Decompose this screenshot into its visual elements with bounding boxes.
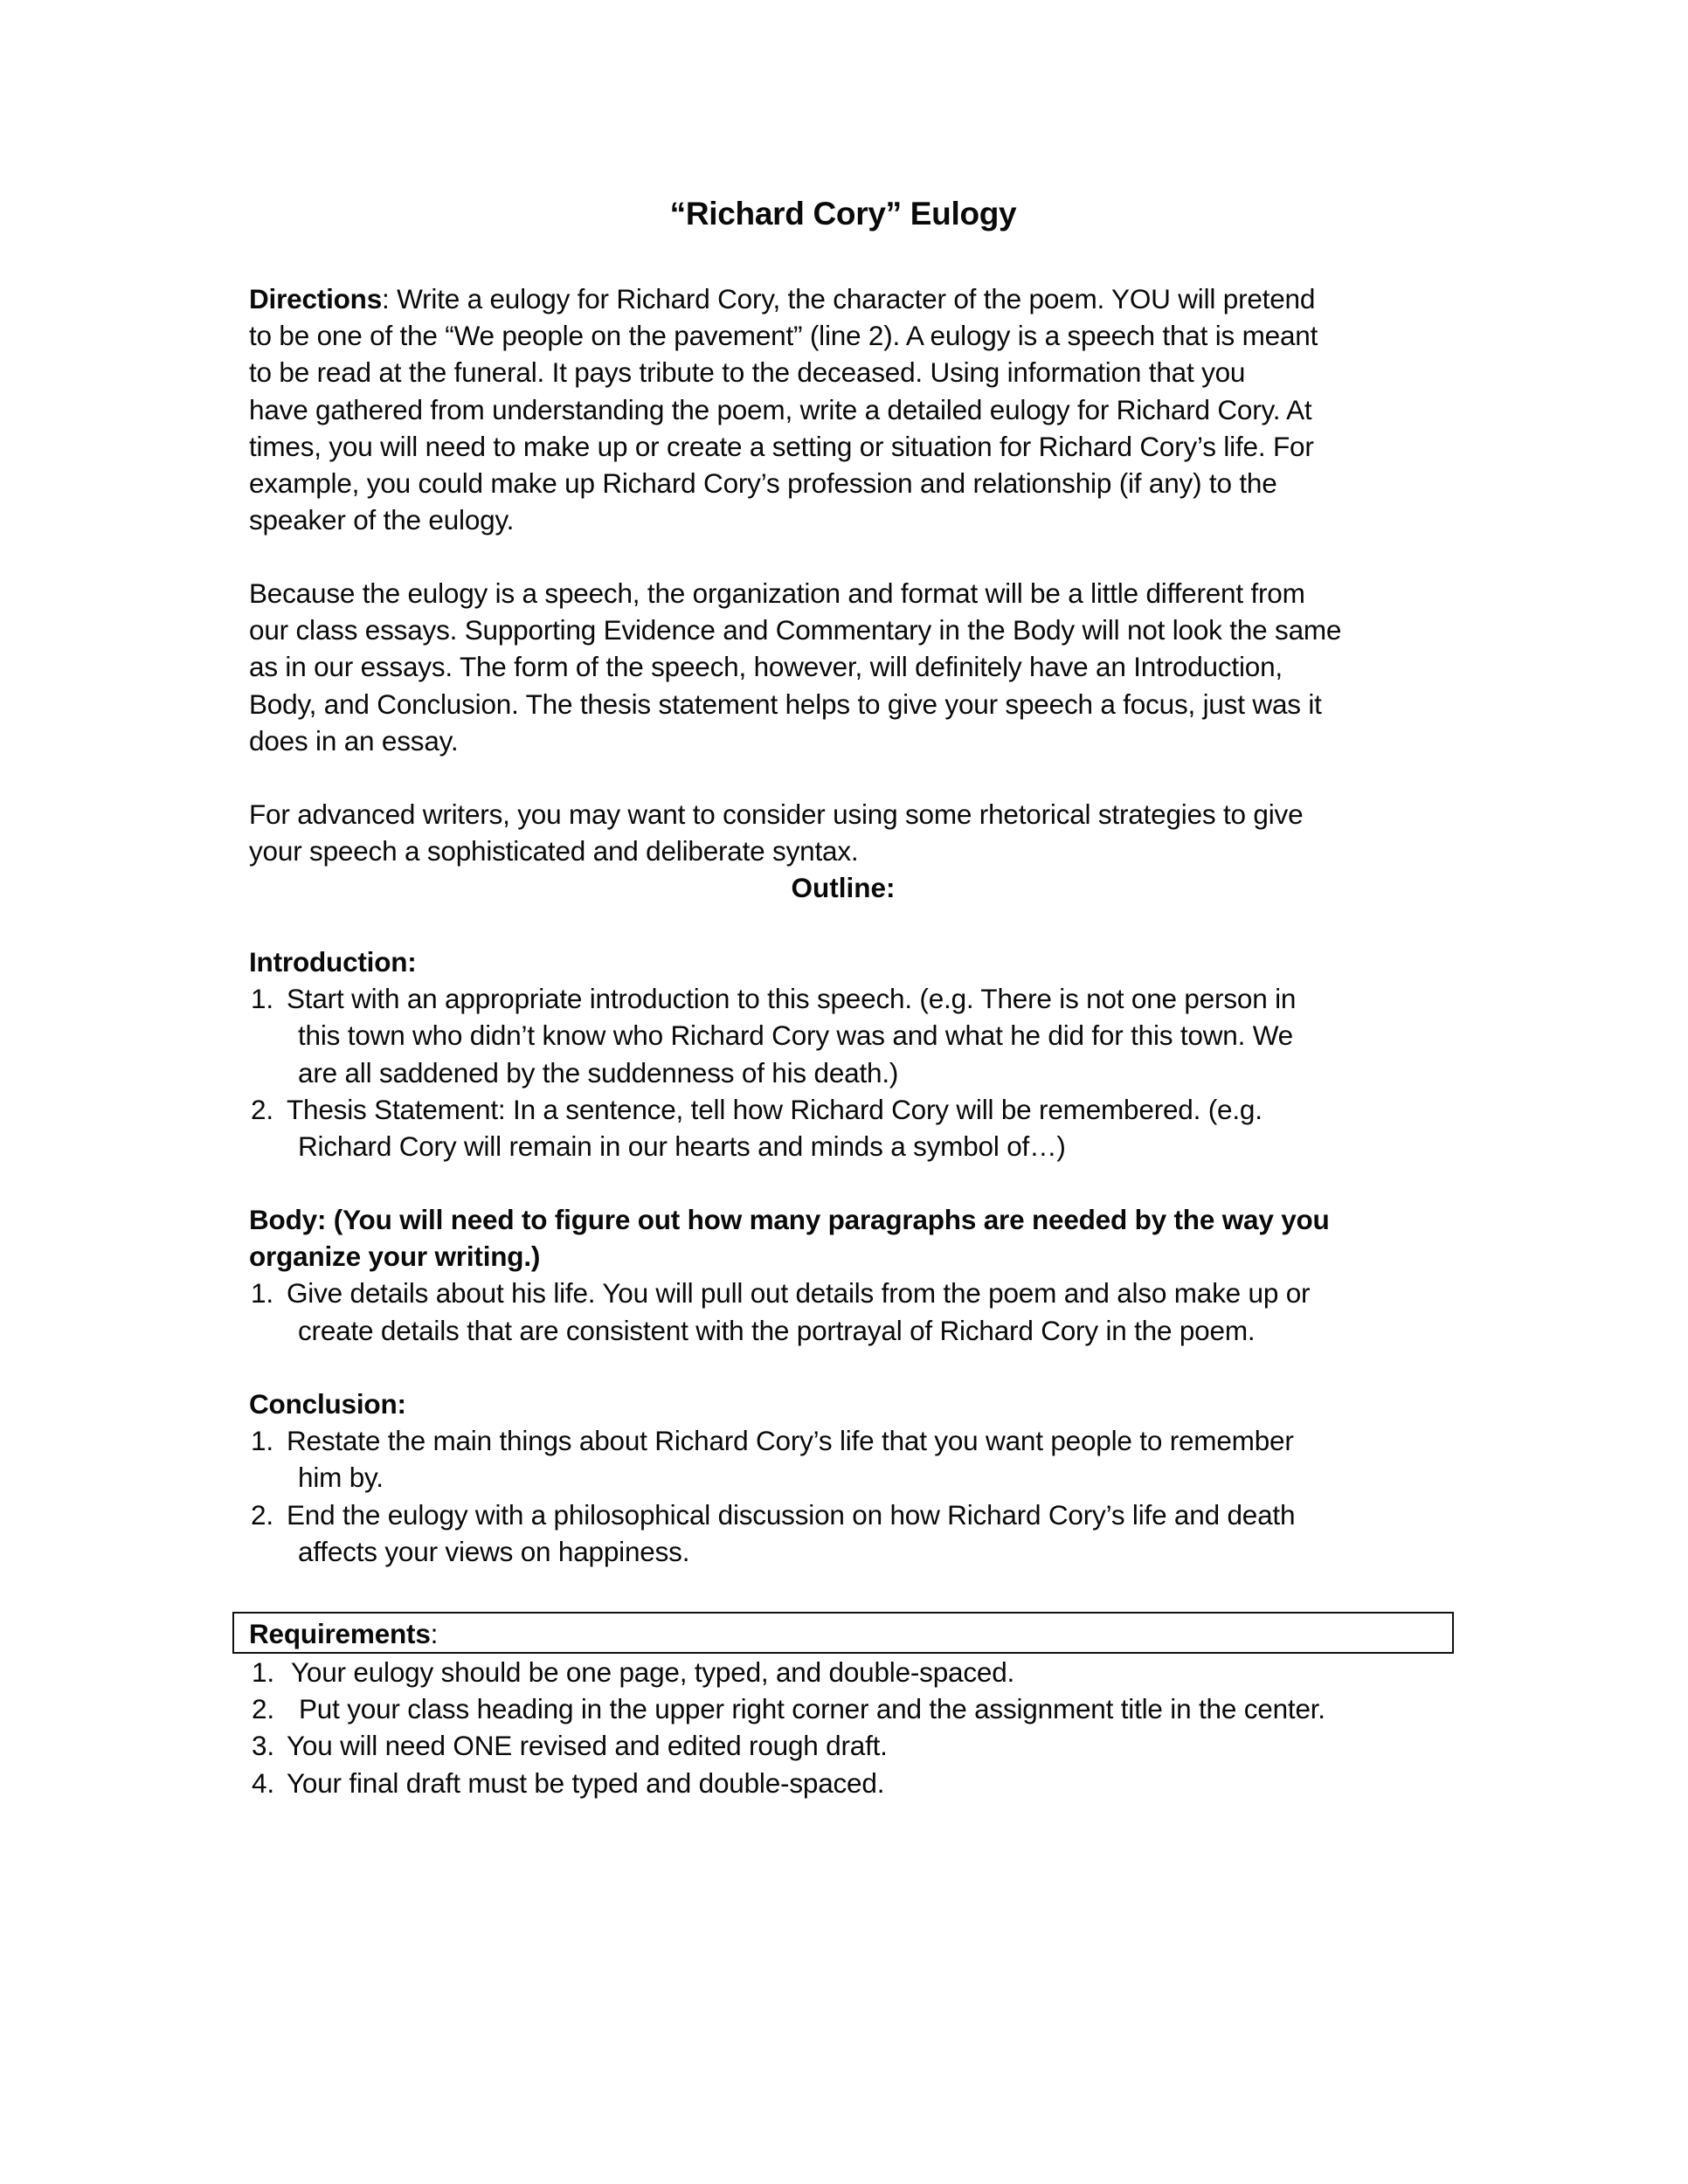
requirements-list bbox=[249, 1654, 1463, 1801]
item-text: Your final draft must be typed and double-spaced. bbox=[287, 1766, 885, 1799]
advanced-line: For advanced writers, you may want to consider using some rhetorical strategies to give bbox=[249, 798, 1304, 830]
item-text: create details that are consistent with the portrayal of Richard Cory in the poem. bbox=[298, 1314, 1256, 1346]
directions-line: to be read at the funeral. It pays tribute to the deceased. Using information that you bbox=[249, 356, 1246, 389]
requirements-box bbox=[232, 1612, 1454, 1654]
conclusion-heading: Conclusion: bbox=[249, 1388, 406, 1420]
introduction-item bbox=[249, 980, 1463, 1091]
requirement-item bbox=[249, 1654, 1463, 1690]
format-line: as in our essays. The form of the speech, however, will definitely have an Introduction, bbox=[249, 651, 1283, 683]
item-number: 1. bbox=[251, 1277, 273, 1310]
body-item bbox=[249, 1275, 1463, 1348]
item-number: 3. bbox=[252, 1730, 274, 1762]
item-text: Restate the main things about Richard Cory’s life that you want people to remember bbox=[287, 1425, 1294, 1457]
item-number: 4. bbox=[252, 1766, 274, 1799]
requirement-item bbox=[249, 1727, 1463, 1764]
requirements-heading: Requirements: bbox=[249, 1618, 439, 1649]
item-number: 2. bbox=[251, 1093, 273, 1125]
directions-line: times, you will need to make up or create a setting or situation for Richard Cory’s life. For bbox=[249, 430, 1314, 462]
item-text: are all saddened by the suddenness of his death.) bbox=[298, 1056, 899, 1089]
item-text: Richard Cory will remain in our hearts and minds a symbol of…) bbox=[298, 1130, 1066, 1162]
requirement-item bbox=[249, 1690, 1463, 1727]
directions-label: Directions bbox=[249, 283, 383, 314]
item-number: 2. bbox=[252, 1693, 274, 1725]
requirement-item bbox=[249, 1765, 1463, 1801]
item-text: this town who didn’t know who Richard Cory was and what he did for this town. We bbox=[298, 1019, 1293, 1052]
body-heading: organize your writing.) bbox=[249, 1241, 541, 1273]
item-text: Thesis Statement: In a sentence, tell how Richard Cory will be remembered. (e.g. bbox=[287, 1093, 1263, 1125]
directions-line: speaker of the eulogy. bbox=[249, 504, 515, 536]
format-line: Because the eulogy is a speech, the organization and format will be a little different from bbox=[249, 577, 1305, 609]
outline-heading: Outline: bbox=[791, 872, 896, 903]
item-number: 1. bbox=[251, 983, 273, 1015]
item-text: End the eulogy with a philosophical discussion on how Richard Cory’s life and death bbox=[287, 1498, 1296, 1531]
item-text: Put your class heading in the upper right corner and the assignment title in the center. bbox=[299, 1693, 1325, 1725]
document-title: “Richard Cory” Eulogy bbox=[669, 196, 1017, 232]
item-text: Your eulogy should be one page, typed, and double-spaced. bbox=[291, 1656, 1015, 1688]
format-paragraph bbox=[249, 575, 1463, 759]
body-section bbox=[249, 1201, 1463, 1349]
conclusion-section bbox=[249, 1386, 1463, 1570]
item-number: 1. bbox=[251, 1425, 273, 1457]
directions-paragraph bbox=[249, 280, 1463, 538]
item-text: Start with an appropriate introduction to this speech. (e.g. There is not one person in bbox=[287, 983, 1297, 1015]
item-text: him by. bbox=[298, 1462, 384, 1494]
format-line: does in an essay. bbox=[249, 724, 459, 757]
introduction-section bbox=[249, 943, 1463, 1165]
directions-line: example, you could make up Richard Cory’s profession and relationship (if any) to the bbox=[249, 467, 1277, 499]
item-number: 2. bbox=[251, 1498, 273, 1531]
directions-line: have gathered from understanding the poem, write a detailed eulogy for Richard Cory. At bbox=[249, 393, 1312, 425]
conclusion-item bbox=[249, 1496, 1463, 1570]
item-text: Give details about his life. You will pull out details from the poem and also make up or bbox=[287, 1277, 1311, 1310]
advanced-line: your speech a sophisticated and deliberate syntax. bbox=[249, 835, 859, 867]
format-line: Body, and Conclusion. The thesis statement helps to give your speech a focus, just was it bbox=[249, 688, 1322, 720]
introduction-item bbox=[249, 1091, 1463, 1165]
body-heading: Body: (You will need to figure out how many paragraphs are needed by the way you bbox=[249, 1204, 1330, 1235]
conclusion-item bbox=[249, 1422, 1463, 1496]
introduction-heading: Introduction: bbox=[249, 946, 417, 978]
directions-line: Directions: Write a eulogy for Richard Cory, the character of the poem. YOU will pretend bbox=[249, 283, 1316, 314]
format-line: our class essays. Supporting Evidence and Commentary in the Body will not look the same bbox=[249, 614, 1342, 646]
advanced-paragraph bbox=[249, 796, 1463, 869]
item-text: affects your views on happiness. bbox=[298, 1535, 690, 1567]
item-text: You will need ONE revised and edited rough draft. bbox=[287, 1730, 888, 1762]
directions-line: to be one of the “We people on the pavement” (line 2). A eulogy is a speech that is meant bbox=[249, 320, 1318, 352]
item-number: 1. bbox=[252, 1656, 274, 1688]
